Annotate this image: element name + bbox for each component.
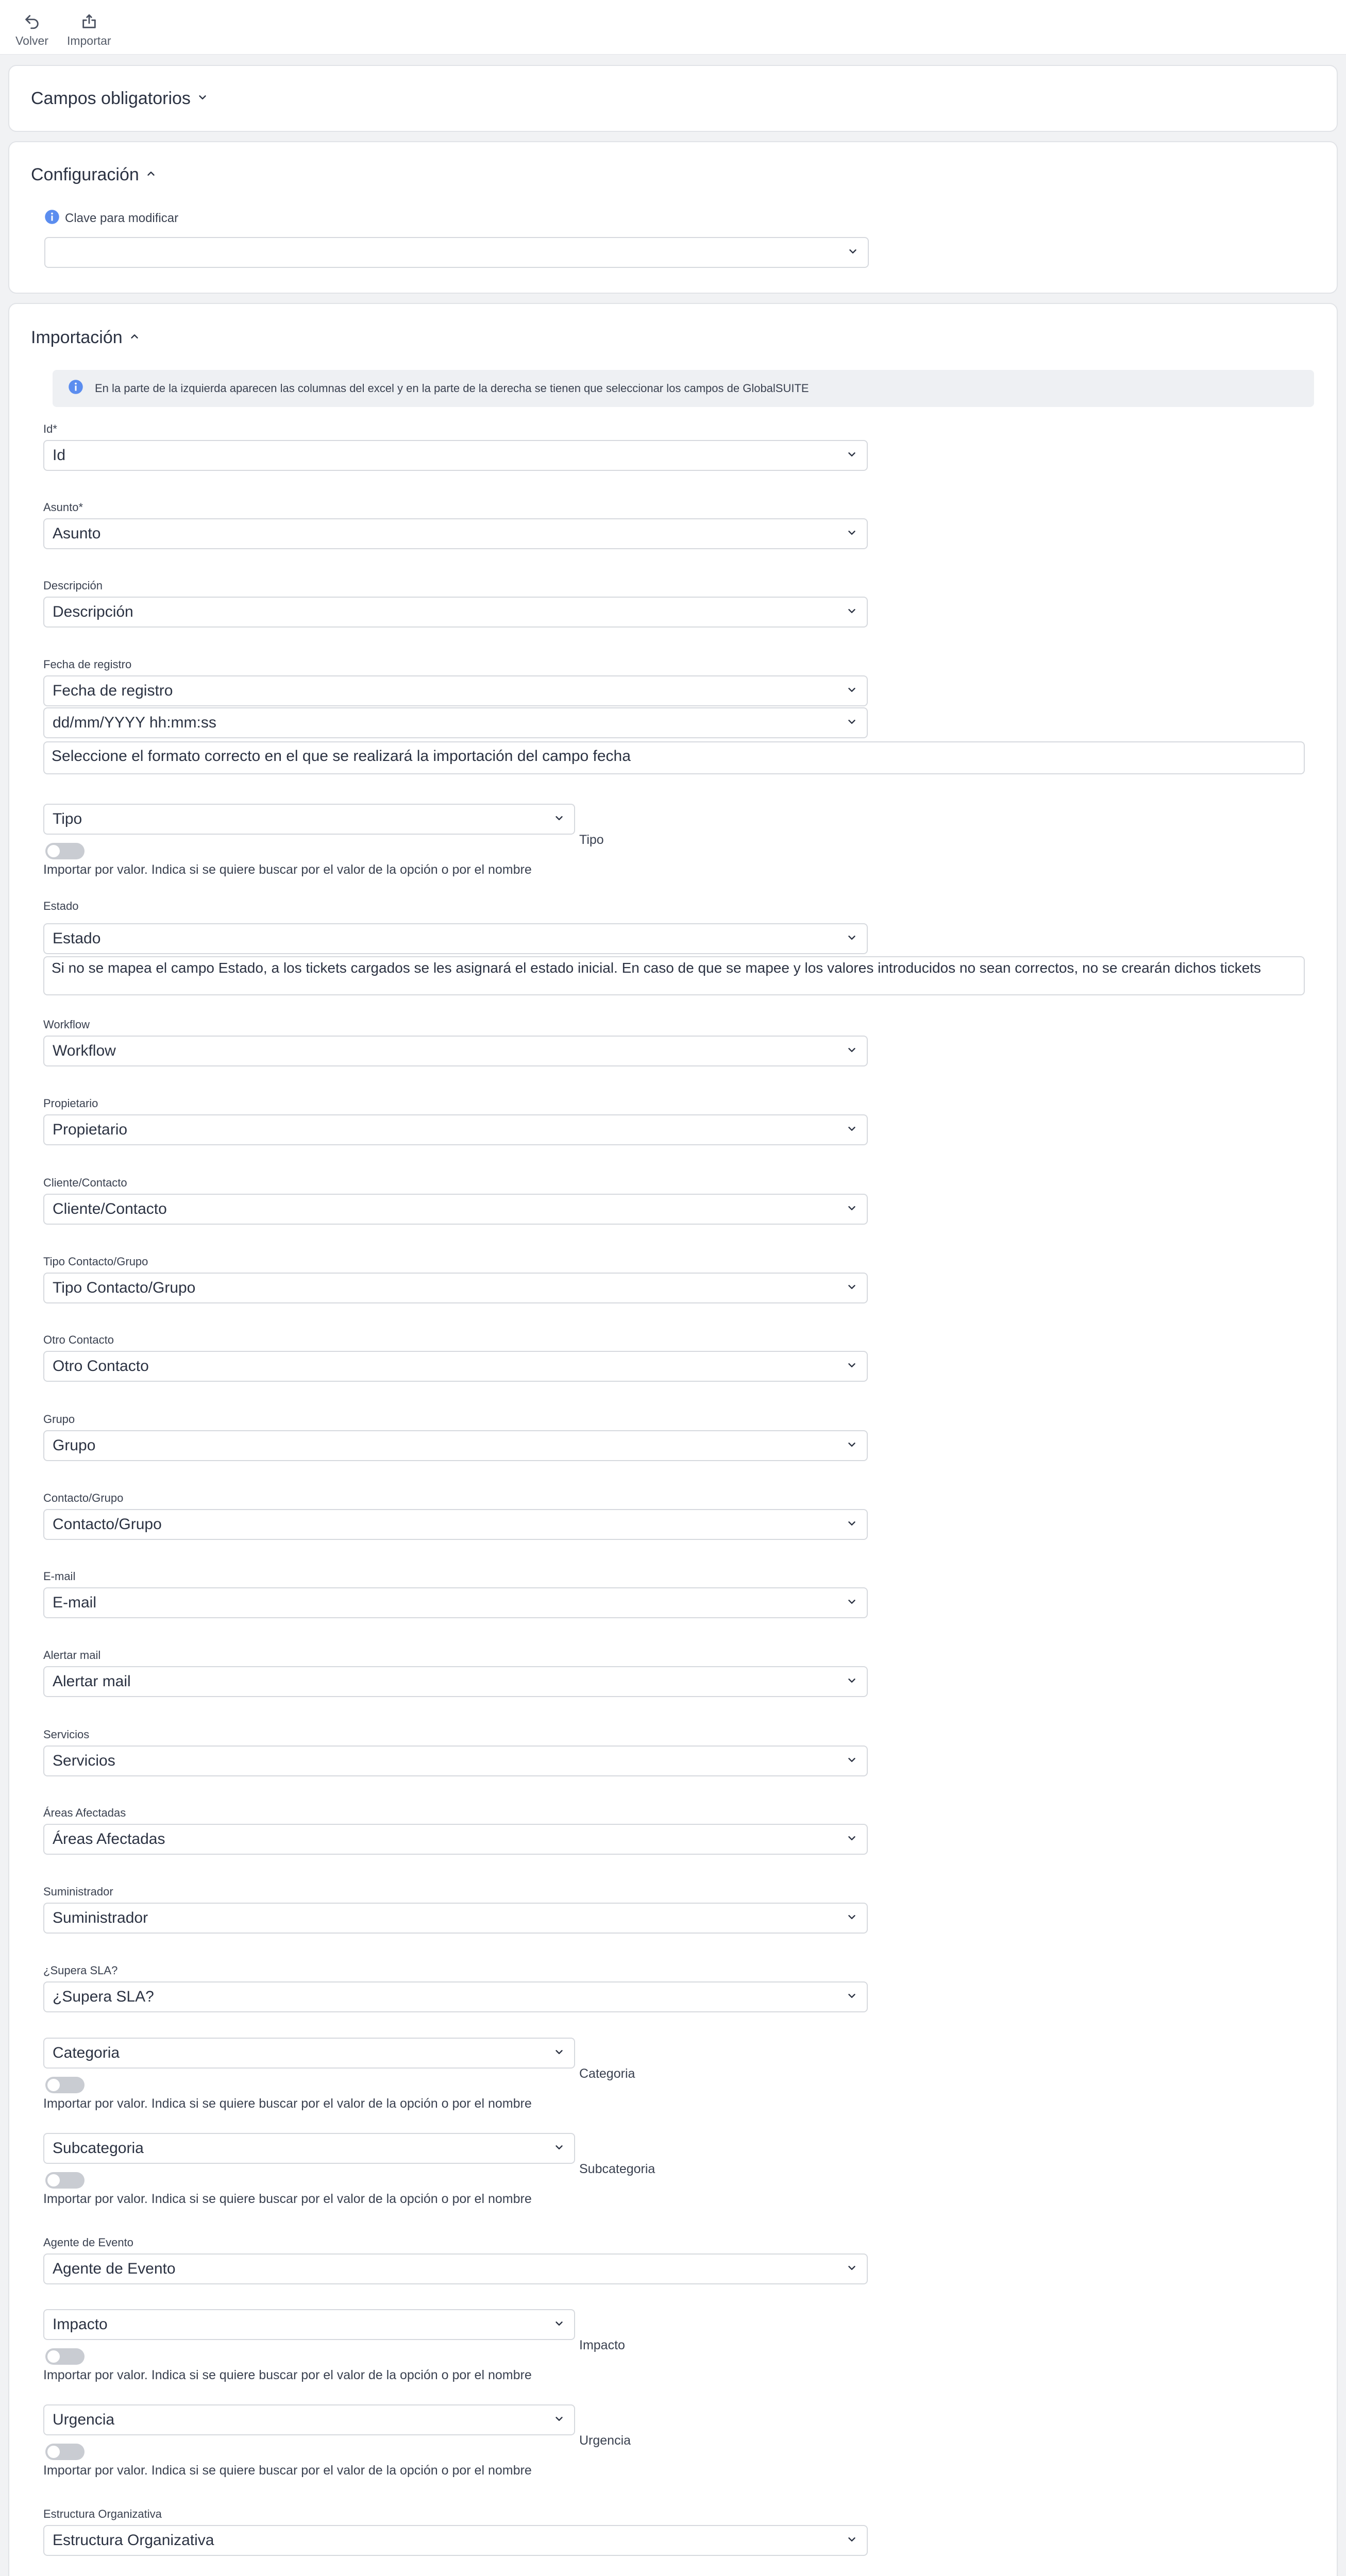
side-label-subcategoria: Subcategoria <box>579 2162 655 2176</box>
chevron-down-icon <box>553 2044 565 2062</box>
import-info-text: En la parte de la izquierda aparecen las columnas del excel y en la parte de la derecha se tienen que seleccionar los campos de GlobalSUITE <box>95 382 809 395</box>
key-field-label-row <box>44 209 178 227</box>
chevron-down-icon <box>846 1279 857 1297</box>
select-descripcion-value: Descripción <box>53 603 133 620</box>
field-label-suministrador: Suministrador <box>43 1885 113 1898</box>
select-servicios-value: Servicios <box>53 1752 115 1769</box>
select-suministrador-value: Suministrador <box>53 1909 148 1926</box>
field-label-supera_sla: ¿Supera SLA? <box>43 1964 118 1977</box>
field-label-email: E-mail <box>43 1570 76 1583</box>
toggle-import-by-value-impacto[interactable] <box>45 2348 85 2365</box>
select-supera_sla-value: ¿Supera SLA? <box>53 1988 154 2005</box>
toggle-import-by-value-urgencia[interactable] <box>45 2444 85 2460</box>
field-label-estado: Estado <box>43 900 79 912</box>
select-areas[interactable] <box>43 1824 868 1855</box>
info-icon <box>68 379 83 398</box>
select-contacto_grupo[interactable] <box>43 1509 868 1540</box>
select-tipo_contacto[interactable] <box>43 1273 868 1303</box>
chevron-down-icon <box>846 682 857 700</box>
chevron-down-icon <box>553 2140 565 2157</box>
field-label-alertar: Alertar mail <box>43 1649 101 1662</box>
select-tipo[interactable] <box>43 804 575 835</box>
toolbar <box>0 0 1346 55</box>
import-icon <box>80 11 98 32</box>
select-subcategoria-value: Subcategoria <box>53 2140 144 2157</box>
chevron-down-icon <box>846 714 857 732</box>
field-label-servicios: Servicios <box>43 1728 90 1741</box>
select-workflow[interactable] <box>43 1036 868 1066</box>
toggle-knob <box>47 2350 60 2363</box>
field-label-grupo: Grupo <box>43 1413 75 1426</box>
select-email[interactable] <box>43 1587 868 1618</box>
field-label-estructura: Estructura Organizativa <box>43 2507 162 2520</box>
field-label-contacto_grupo: Contacto/Grupo <box>43 1492 124 1504</box>
select-tipo_contacto-value: Tipo Contacto/Grupo <box>53 1279 196 1296</box>
select-cliente-value: Cliente/Contacto <box>53 1200 167 1217</box>
date-format-hint-fecha_registro: Seleccione el formato correcto en el que se realizará la importación del campo fecha <box>43 741 1305 774</box>
configuration-header[interactable] <box>31 165 157 185</box>
chevron-down-icon <box>846 447 857 464</box>
date-format-select-fecha_registro-value: dd/mm/YYYY hh:mm:ss <box>53 714 216 731</box>
chevron-down-icon <box>553 2411 565 2429</box>
chevron-down-icon <box>846 1437 857 1454</box>
select-servicios[interactable] <box>43 1745 868 1776</box>
import-info-banner <box>53 370 1314 407</box>
import-title: Importación <box>31 328 123 347</box>
toggle-knob <box>47 2446 60 2458</box>
required-fields-title: Campos obligatorios <box>31 89 191 108</box>
select-estado-value: Estado <box>53 930 101 947</box>
import-by-value-hint-urgencia: Importar por valor. Indica si se quiere buscar por el valor de la opción o por el nombre <box>43 2463 532 2478</box>
required-fields-card <box>8 65 1338 132</box>
select-id[interactable] <box>43 440 868 471</box>
chevron-down-icon <box>197 92 208 106</box>
select-email-value: E-mail <box>53 1594 97 1611</box>
chevron-down-icon <box>846 1516 857 1533</box>
select-asunto-value: Asunto <box>53 525 101 542</box>
date-format-select-fecha_registro[interactable] <box>43 707 868 738</box>
field-label-cliente: Cliente/Contacto <box>43 1176 127 1189</box>
select-categoria[interactable] <box>43 2038 575 2069</box>
field-label-fecha_registro: Fecha de registro <box>43 658 132 671</box>
select-agente[interactable] <box>43 2253 868 2284</box>
chevron-down-icon <box>846 1909 857 1927</box>
back-button[interactable] <box>15 11 48 48</box>
field-label-otro_contacto: Otro Contacto <box>43 1333 114 1346</box>
chevron-down-icon <box>846 1594 857 1612</box>
select-propietario[interactable] <box>43 1114 868 1145</box>
key-field-label: Clave para modificar <box>65 211 179 225</box>
field-label-id: Id* <box>43 422 57 435</box>
configuration-card <box>8 141 1338 294</box>
chevron-down-icon <box>846 1673 857 1690</box>
select-contacto_grupo-value: Contacto/Grupo <box>53 1516 162 1533</box>
select-alertar-value: Alertar mail <box>53 1673 131 1690</box>
chevron-down-icon <box>846 1121 857 1139</box>
chevron-down-icon <box>846 1358 857 1375</box>
select-fecha_registro[interactable] <box>43 675 868 706</box>
chevron-up-icon <box>129 331 140 345</box>
select-propietario-value: Propietario <box>53 1121 128 1138</box>
select-estructura-value: Estructura Organizativa <box>53 2532 214 2549</box>
import-header[interactable] <box>31 328 140 348</box>
chevron-down-icon <box>846 930 857 947</box>
select-subcategoria[interactable] <box>43 2133 575 2164</box>
import-by-value-hint-tipo: Importar por valor. Indica si se quiere buscar por el valor de la opción o por el nombre <box>43 862 532 877</box>
chevron-down-icon <box>847 244 859 261</box>
field-label-agente: Agente de Evento <box>43 2236 133 2249</box>
select-impacto[interactable] <box>43 2309 575 2340</box>
chevron-down-icon <box>846 1831 857 1848</box>
select-fecha_registro-value: Fecha de registro <box>53 682 173 699</box>
chevron-down-icon <box>553 2316 565 2333</box>
field-label-tipo_contacto: Tipo Contacto/Grupo <box>43 1255 148 1268</box>
select-otro_contacto[interactable] <box>43 1351 868 1382</box>
toggle-knob <box>47 2174 60 2187</box>
select-agente-value: Agente de Evento <box>53 2260 176 2277</box>
import-label: Importar <box>66 34 111 47</box>
field-label-asunto: Asunto* <box>43 501 83 514</box>
select-grupo[interactable] <box>43 1430 868 1461</box>
chevron-down-icon <box>553 810 565 828</box>
chevron-down-icon <box>846 1200 857 1218</box>
side-label-categoria: Categoria <box>579 2066 635 2081</box>
chevron-down-icon <box>846 1042 857 1060</box>
select-alertar[interactable] <box>43 1666 868 1697</box>
toggle-knob <box>47 845 60 857</box>
toggle-import-by-value-categoria[interactable] <box>45 2077 85 2093</box>
chevron-down-icon <box>846 1752 857 1770</box>
chevron-down-icon <box>846 525 857 543</box>
required-fields-header[interactable] <box>31 89 208 109</box>
configuration-title: Configuración <box>31 165 139 184</box>
field-label-workflow: Workflow <box>43 1018 90 1031</box>
side-label-impacto: Impacto <box>579 2338 625 2352</box>
chevron-down-icon <box>846 1988 857 2006</box>
select-descripcion[interactable] <box>43 597 868 628</box>
toggle-import-by-value-subcategoria[interactable] <box>45 2172 85 2189</box>
select-suministrador[interactable] <box>43 1903 868 1934</box>
select-cliente[interactable] <box>43 1194 868 1225</box>
estado-note: Si no se mapea el campo Estado, a los tickets cargados se les asignará el estado inicial. En caso de que se mapee y los valores introducidos no sean correctos, no se crearán dichos tickets <box>43 956 1305 995</box>
select-categoria-value: Categoria <box>53 2044 120 2061</box>
select-impacto-value: Impacto <box>53 2316 108 2333</box>
chevron-down-icon <box>846 2260 857 2278</box>
key-field-select[interactable] <box>44 237 869 268</box>
chevron-up-icon <box>145 168 157 182</box>
field-label-propietario: Propietario <box>43 1097 98 1110</box>
toggle-knob <box>47 2079 60 2091</box>
select-workflow-value: Workflow <box>53 1042 116 1059</box>
select-urgencia-value: Urgencia <box>53 2411 115 2428</box>
import-by-value-hint-subcategoria: Importar por valor. Indica si se quiere buscar por el valor de la opción o por el nombre <box>43 2192 532 2206</box>
select-estructura[interactable] <box>43 2525 868 2556</box>
undo-icon <box>23 11 41 32</box>
back-label: Volver <box>15 34 48 47</box>
side-label-urgencia: Urgencia <box>579 2433 631 2448</box>
select-estado[interactable] <box>43 923 868 954</box>
import-by-value-hint-categoria: Importar por valor. Indica si se quiere buscar por el valor de la opción o por el nombre <box>43 2096 532 2111</box>
select-areas-value: Áreas Afectadas <box>53 1831 165 1848</box>
import-by-value-hint-impacto: Importar por valor. Indica si se quiere buscar por el valor de la opción o por el nombre <box>43 2368 532 2382</box>
select-otro_contacto-value: Otro Contacto <box>53 1358 149 1375</box>
select-asunto[interactable] <box>43 518 868 549</box>
field-label-descripcion: Descripción <box>43 579 103 592</box>
select-tipo-value: Tipo <box>53 810 82 827</box>
field-label-areas: Áreas Afectadas <box>43 1806 126 1819</box>
select-id-value: Id <box>53 447 66 464</box>
select-grupo-value: Grupo <box>53 1437 96 1454</box>
chevron-down-icon <box>846 2532 857 2549</box>
toggle-import-by-value-tipo[interactable] <box>45 843 85 859</box>
select-supera_sla[interactable] <box>43 1981 868 2012</box>
side-label-tipo: Tipo <box>579 833 604 847</box>
chevron-down-icon <box>846 603 857 621</box>
select-urgencia[interactable] <box>43 2404 575 2435</box>
info-icon <box>44 209 60 227</box>
import-button[interactable] <box>67 11 111 48</box>
